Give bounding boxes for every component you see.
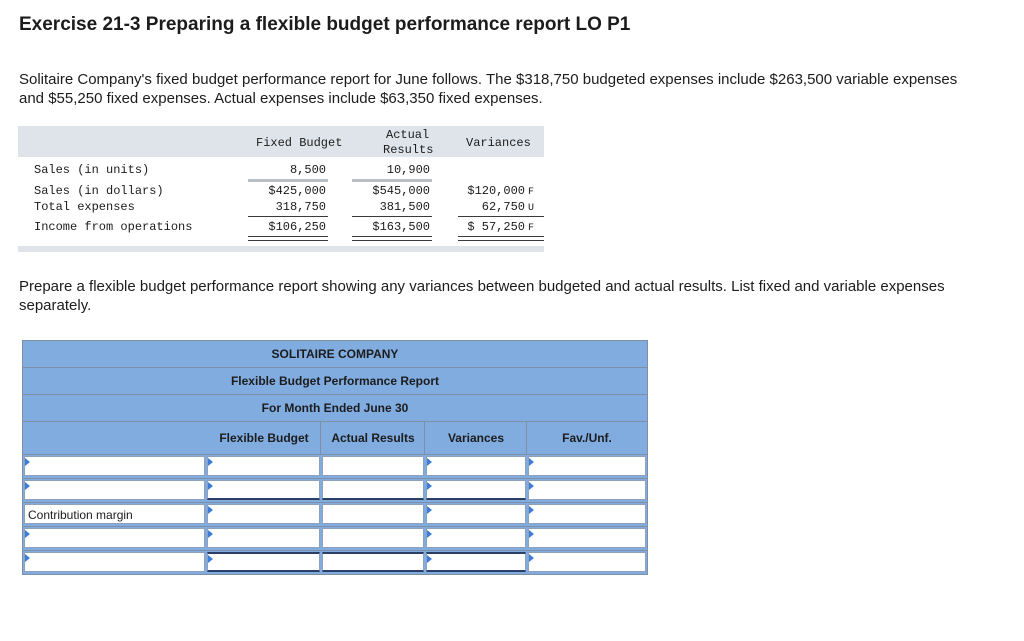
- variances-input[interactable]: [427, 505, 525, 523]
- col-actual-results: Actual Results: [331, 431, 415, 445]
- dropdown-indicator-icon: [529, 458, 534, 466]
- row-label-input[interactable]: [25, 457, 204, 475]
- variance-value: [458, 220, 534, 234]
- dropdown-indicator-icon: [25, 554, 30, 562]
- variances-input[interactable]: [427, 457, 525, 475]
- fixed-budget-report: [18, 126, 544, 254]
- dropdown-indicator-icon: [427, 458, 432, 466]
- variances-input[interactable]: [427, 481, 525, 498]
- actual-results-field[interactable]: [322, 552, 424, 572]
- variances-input[interactable]: [427, 554, 525, 570]
- dropdown-indicator-icon: [529, 506, 534, 514]
- dropdown-indicator-icon: [427, 506, 432, 514]
- fav-unf-input[interactable]: [529, 457, 645, 475]
- dropdown-indicator-icon: [25, 530, 30, 538]
- divider: [352, 179, 432, 182]
- dropdown-indicator-icon: [208, 458, 213, 466]
- actual-results-input[interactable]: [323, 554, 423, 570]
- dropdown-indicator-icon: [25, 482, 30, 490]
- period-row: [22, 394, 648, 422]
- dropdown-indicator-icon: [427, 530, 432, 538]
- dropdown-indicator-icon: [529, 530, 534, 538]
- flexible-budget-input[interactable]: [208, 481, 319, 498]
- table-row: [22, 478, 648, 503]
- variances-field[interactable]: [426, 456, 526, 476]
- row-label-field[interactable]: [24, 480, 205, 500]
- dropdown-indicator-icon: [427, 482, 432, 490]
- header-variances: Variances: [466, 136, 531, 150]
- page-title: Exercise 21-3 Preparing a flexible budget performance report LO P1: [19, 14, 631, 35]
- variances-field[interactable]: [426, 528, 526, 548]
- fixed-value: 318,750: [275, 200, 326, 214]
- actual-value: $163,500: [372, 220, 430, 234]
- header-actual-line1: Actual: [386, 128, 430, 142]
- variance-value: [458, 200, 534, 214]
- column-divider: [320, 421, 321, 454]
- fav-unf-field[interactable]: [528, 552, 646, 572]
- actual-results-field[interactable]: [322, 504, 424, 524]
- column-divider: [424, 421, 425, 454]
- dropdown-indicator-icon: [208, 555, 213, 563]
- col-variances: Variances: [447, 431, 505, 445]
- row-label-input[interactable]: [25, 481, 204, 499]
- contribution-margin-label: Contribution margin: [28, 508, 133, 522]
- double-underline: [248, 236, 328, 241]
- divider: [248, 216, 328, 217]
- dropdown-indicator-icon: [208, 530, 213, 538]
- report-title: Flexible Budget Performance Report: [230, 374, 440, 388]
- dropdown-indicator-icon: [529, 482, 534, 490]
- variances-field[interactable]: [426, 552, 526, 572]
- actual-results-input[interactable]: [323, 457, 423, 475]
- company-name-row: [22, 340, 648, 368]
- row-label-cell: [24, 504, 205, 524]
- flexible-budget-input[interactable]: [208, 554, 319, 570]
- dropdown-indicator-icon: [529, 554, 534, 562]
- variance-amount: $ 57,250: [467, 220, 525, 234]
- row-label-input[interactable]: [25, 553, 204, 571]
- fav-unf-input[interactable]: [529, 505, 645, 523]
- col-fav-unf: Fav./Unf.: [562, 431, 612, 445]
- table-row: [22, 454, 648, 479]
- fav-unf-field[interactable]: [528, 480, 646, 500]
- variances-field[interactable]: [426, 480, 526, 500]
- fav-unf-input[interactable]: [529, 553, 645, 571]
- actual-value: 381,500: [379, 200, 430, 214]
- actual-value: $545,000: [372, 184, 430, 198]
- fixed-value: $106,250: [268, 220, 326, 234]
- actual-value: 10,900: [386, 163, 430, 177]
- flexible-budget-field[interactable]: [207, 504, 320, 524]
- actual-results-input[interactable]: [323, 505, 423, 523]
- actual-results-field[interactable]: [322, 480, 424, 500]
- divider: [458, 216, 544, 217]
- fixed-value: $425,000: [268, 184, 326, 198]
- report-period: For Month Ended June 30: [261, 401, 409, 415]
- flexible-budget-answer-table: [22, 340, 648, 574]
- double-underline: [458, 236, 544, 241]
- table-row: [22, 550, 648, 575]
- fixed-value: 8,500: [289, 163, 326, 177]
- dropdown-indicator-icon: [208, 482, 213, 490]
- row-label: Sales (in dollars): [34, 184, 164, 198]
- fav-unf-flag: U: [527, 203, 534, 214]
- flexible-budget-field[interactable]: [207, 456, 320, 476]
- fav-unf-flag: F: [527, 187, 534, 198]
- header-fixed-budget: Fixed Budget: [256, 136, 343, 150]
- variances-input[interactable]: [427, 529, 525, 547]
- double-underline: [352, 236, 432, 241]
- actual-results-field[interactable]: [322, 528, 424, 548]
- flexible-budget-field[interactable]: [207, 480, 320, 500]
- row-label-input[interactable]: [25, 529, 204, 547]
- flexible-budget-field[interactable]: [207, 552, 320, 572]
- report-title-row: [22, 367, 648, 395]
- actual-results-input[interactable]: [323, 529, 423, 547]
- fav-unf-input[interactable]: [529, 481, 645, 499]
- column-divider: [526, 421, 527, 454]
- variance-amount: 62,750: [481, 200, 525, 214]
- flexible-budget-input[interactable]: [208, 505, 319, 523]
- fav-unf-input[interactable]: [529, 529, 645, 547]
- variances-field[interactable]: [426, 504, 526, 524]
- instructions-text: Prepare a flexible budget performance report showing any variances between budgeted and actual results. List fixed and variable expenses separately.: [19, 278, 945, 314]
- flexible-budget-field[interactable]: [207, 528, 320, 548]
- actual-results-field[interactable]: [322, 456, 424, 476]
- fav-unf-field[interactable]: [528, 456, 646, 476]
- table-row: [22, 502, 648, 527]
- row-label-field[interactable]: [24, 528, 205, 548]
- row-label-field[interactable]: [24, 456, 205, 476]
- row-label: Total expenses: [34, 200, 135, 214]
- company-name: SOLITAIRE COMPANY: [271, 347, 399, 361]
- row-label-field[interactable]: [24, 552, 205, 572]
- dropdown-indicator-icon: [427, 555, 432, 563]
- fav-unf-field[interactable]: [528, 528, 646, 548]
- row-label: Sales (in units): [34, 163, 150, 177]
- flexible-budget-input[interactable]: [208, 457, 319, 475]
- variance-value: [458, 184, 534, 198]
- col-flexible-budget: Flexible Budget: [219, 431, 309, 445]
- header-actual-line2: Results: [383, 143, 434, 157]
- divider: [248, 179, 328, 182]
- fav-unf-flag: F: [527, 223, 534, 234]
- dropdown-indicator-icon: [25, 458, 30, 466]
- table-row: [22, 526, 648, 551]
- dropdown-indicator-icon: [208, 506, 213, 514]
- divider: [352, 216, 432, 217]
- actual-results-input[interactable]: [323, 481, 423, 498]
- flexible-budget-input[interactable]: [208, 529, 319, 547]
- row-label: Income from operations: [34, 220, 193, 234]
- variance-amount: $120,000: [467, 184, 525, 198]
- report-footer-band: [18, 246, 544, 252]
- intro-text: Solitaire Company's fixed budget performance report for June follows. The $318,750 budgeted expenses include $263,500 variable expenses and $55,250 fixed expenses. Actual expenses include $63,350 fixed expenses.: [19, 71, 958, 107]
- fav-unf-field[interactable]: [528, 504, 646, 524]
